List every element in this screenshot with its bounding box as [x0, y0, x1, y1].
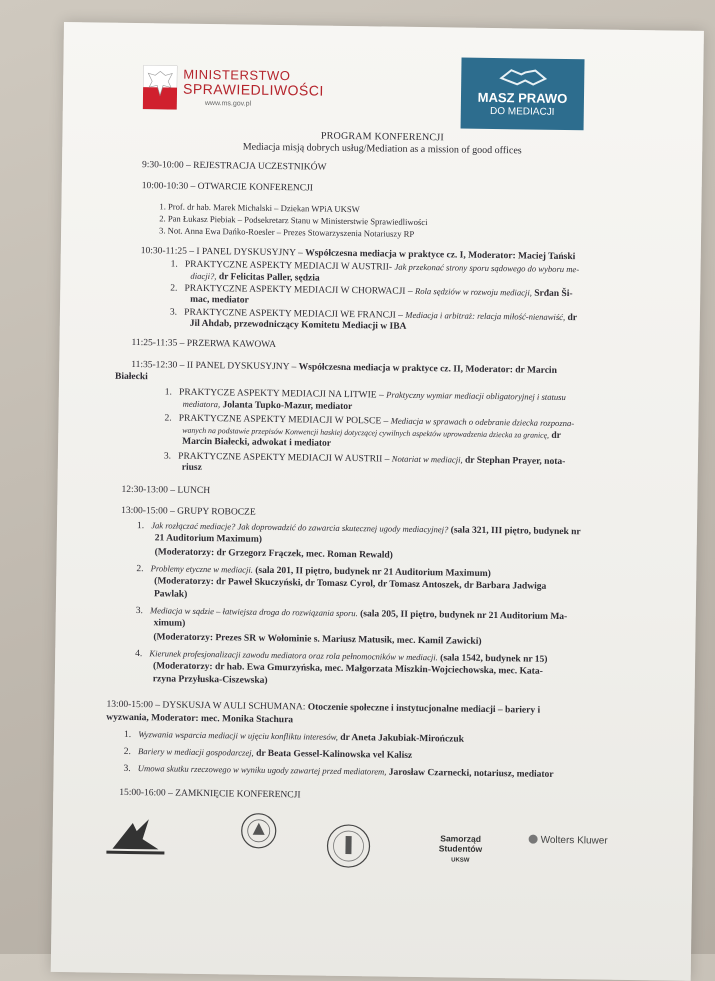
talk-speaker: Srđan Ši-: [534, 288, 573, 300]
ministry-url: www.ms.gov.pl: [204, 99, 252, 108]
groups-heading: 13:00-15:00 – GRUPY ROBOCZE: [121, 505, 256, 518]
group-topic: Kierunek profesjonalizacji zawodu mediatora oraz rola pełnomocników w mediacji.: [149, 648, 438, 663]
wolters-kluwer-name: Wolters Kluwer: [540, 834, 608, 847]
talk-speaker-cont: mac, mediator: [190, 294, 249, 306]
ministry-name: [183, 68, 324, 98]
debate-title-cont: wyzwania, Moderator: mec. Monika Stachura: [106, 712, 294, 726]
lunch-item: 12:30-13:00 – LUNCH: [121, 484, 211, 497]
group-topic: Mediacja w sądzie – łatwiejsza droga do rozwiązania sporu.: [149, 605, 358, 619]
list-number: 3.: [135, 606, 143, 617]
talk-speaker: dr: [567, 313, 578, 324]
talk-speaker-cont: Jil Ahdab, przewodniczący Komitetu Mediacji w IBA: [189, 318, 407, 332]
talk-topic: Jak przekonać strony sporu sądowego do wyboru me-: [394, 261, 580, 275]
panel2-title: Współczesna mediacja w praktyce cz. II, Moderator: dr Marcin: [298, 362, 557, 376]
talk-topic-cont: wanych na podstawie przepisów Konwencji haskiej dotyczącej cywilnych aspektów uprowadzenia dziecka za granicę,: [182, 425, 550, 440]
talk-speaker-cont: Marcin Białecki, adwokat i mediator: [182, 436, 332, 449]
panel2-heading: [131, 359, 557, 378]
masz-prawo-logo: [461, 58, 585, 131]
wolters-kluwer-icon: [529, 835, 538, 844]
talk-topic: Mediacja w sprawach o odebranie dziecka rozpozna-: [390, 415, 575, 429]
group-room: (sala 201, II piętro, budynek nr 21 Auditorium Maximum): [255, 565, 491, 580]
list-number: 3.: [163, 451, 172, 462]
talk-speaker: dr: [551, 430, 561, 441]
group-topic: Problemy etyczne w mediacji.: [150, 563, 253, 575]
panel2-talk: [164, 449, 566, 469]
talk-country: PRAKTYCZNE ASPEKTY MEDIACJI W AUSTRII –: [178, 451, 390, 465]
list-number: 1.: [164, 387, 173, 398]
document-page: [51, 22, 704, 981]
talk-country: PRAKTYCZNE ASPEKTY MEDIACJI WE FRANCJI –: [184, 307, 404, 321]
talk-topic-cont: diacji?,: [190, 270, 217, 282]
group-room: (sala 321, III piętro, budynek nr: [450, 525, 581, 538]
list-number: 3.: [123, 763, 131, 775]
debate-item: [124, 728, 464, 747]
talk-topic: Mediacja i arbitraż: relacja miłość-nienawiść,: [405, 309, 566, 323]
university-seal-logo: [236, 810, 281, 859]
group-moderators: (Moderatorzy: dr Paweł Skuczyński, dr Tomasz Cyrol, dr Tomasz Antoszek, dr Barbara Jadwiga: [154, 576, 547, 592]
group-moderators-cont: Pawlak): [153, 589, 188, 600]
debate-topic: Wyzwania wsparcia mediacji w ujęciu konfliktu interesów,: [138, 729, 338, 742]
list-number: 2.: [123, 746, 132, 758]
group-moderators: (Moderatorzy: Prezes SR w Wołominie s. Mariusz Matusik, mec. Kamil Zawicki): [153, 632, 482, 647]
debate-topic: Umowa skutku rzeczowego w wyniku ugody zawartej przed mediatorem,: [137, 763, 387, 777]
student-council-logo: [420, 833, 500, 864]
talk-topic-cont: mediatora,: [182, 398, 221, 410]
debate-title: Otoczenie społeczne i instytucjonalne mediacji – bariery i: [307, 702, 541, 716]
group-room-cont: 21 Auditorium Maximum): [154, 533, 262, 545]
notary-association-logo: [102, 809, 169, 860]
program-subtitle: Mediacja misją dobrych usług/Mediation as a mission of good offices: [242, 141, 522, 157]
group-moderators: (Moderatorzy: dr Grzegorz Frączek, mec. Roman Rewald): [154, 547, 393, 561]
campaign-logo-subtitle: DO MEDIACJI: [489, 105, 555, 118]
talk-speaker: Jolanta Tupko-Mazur, mediator: [222, 400, 353, 413]
student-council-name: Samorząd Studentów: [438, 833, 483, 854]
group-room: (sala 205, II piętro, budynek nr 21 Auditorium Ma-: [360, 609, 568, 623]
group-moderators-cont: rzyna Przyłuska-Ciszewska): [152, 674, 268, 686]
eagle-emblem-icon: [143, 65, 178, 109]
opening-speaker: 1. Prof. dr hab. Marek Michalski – Dziekan WPiA UKSW: [159, 201, 360, 215]
group-item: [136, 604, 568, 624]
talk-speaker: dr Stephan Prayer, nota-: [464, 455, 566, 468]
list-number: 4.: [135, 649, 143, 660]
opening-heading: 10:00-10:30 – OTWARCIE KONFERENCJI: [141, 181, 314, 194]
list-number: 1.: [170, 259, 178, 270]
opening-speaker: 2. Pan Łukasz Piebiak – Podsekretarz Stanu w Ministerstwie Sprawiedliwości: [159, 213, 428, 228]
group-moderators: (Moderatorzy: dr hab. Ewa Gmurzyńska, mec. Małgorzata Miszkin-Wojciechowska, mec. Kata-: [152, 661, 543, 677]
wolters-kluwer-logo: [529, 835, 619, 847]
debate-topic: Bariery w mediacji gospodarczej,: [138, 746, 254, 758]
list-number: 1.: [136, 521, 145, 532]
campaign-logo-title: MASZ PRAWO: [477, 89, 568, 107]
list-number: 2.: [170, 283, 178, 294]
ministry-logo: [143, 65, 344, 118]
talk-country: PRAKTYCZNE ASPEKTY MEDIACJI W POLSCE –: [178, 413, 389, 427]
registration-item: 9:30-10:00 – REJESTRACJA UCZESTNIKÓW: [141, 160, 327, 173]
opening-speaker: 3. Not. Anna Ewa Dańko-Roesler – Prezes Stowarzyszenia Notariuszy RP: [159, 225, 415, 239]
program-title: PROGRAM KONFERENCJI: [320, 130, 444, 144]
talk-topic: Notariat w mediacji,: [391, 453, 463, 465]
talk-country: PRAKTYCZE ASPEKTY MEDIACJI NA LITWIE –: [179, 387, 384, 401]
talk-topic: Praktyczny wymiar mediacji obligatoryjnej i statusu: [386, 389, 566, 403]
panel1-title: Współczesna mediacja w praktyce cz. I, Moderator: Maciej Tański: [305, 248, 576, 263]
coffee-break: 11:25-11:35 – PRZERWA KAWOWA: [131, 337, 277, 350]
debate-speaker: dr Aneta Jakubiak-Mirończuk: [340, 732, 465, 745]
debate-speaker: Jarosław Czarnecki, notariusz, mediator: [388, 767, 554, 780]
debate-time: 13:00-15:00 – DYSKUSJA W AULI SCHUMANA:: [106, 699, 306, 713]
list-number: 2.: [136, 564, 144, 575]
list-number: 3.: [169, 307, 178, 318]
handshake-icon: [499, 64, 547, 89]
talk-country: PRAKTYCZNE ASPEKTY MEDIACJI W CHORWACJI –: [184, 283, 413, 297]
talk-country: PRAKTYCZNE ASPEKTY MEDIACJI W AUSTRII-: [184, 259, 393, 273]
ministry-name-line2: SPRAWIEDLIWOŚCI: [182, 80, 324, 99]
panel2-title-cont: Białecki: [114, 371, 148, 383]
debate-item: [124, 745, 413, 763]
talk-speaker-cont: riusz: [181, 462, 202, 473]
list-number: 2.: [164, 413, 172, 424]
group-room-cont: ximum): [153, 618, 186, 629]
ministry-name-line1: MINISTERSTWO: [183, 66, 291, 84]
group-room: (sala 1542, budynek nr 15): [440, 653, 548, 665]
debate-speaker: dr Beata Gessel-Kalinowska vel Kalisz: [256, 748, 413, 761]
closing-item: 15:00-16:00 – ZAMKNIĘCIE KONFERENCJI: [119, 787, 301, 801]
debate-item: [123, 762, 553, 782]
faculty-seal-logo: [324, 822, 373, 871]
talk-topic: Rola sędziów w rozwoju mediacji,: [414, 285, 532, 298]
talk-speaker: dr Felicitas Paller, sędzia: [218, 272, 320, 284]
panel2-time: 11:35-12:30 – II PANEL DYSKUSYJNY –: [131, 359, 297, 373]
panel1-time: 10:30-11:25 – I PANEL DYSKUSYJNY –: [140, 246, 303, 259]
student-council-university: UKSW: [451, 857, 470, 864]
list-number: 1.: [123, 729, 132, 741]
group-topic: Jak rozłączać mediacje? Jak doprowadzić do zawarcia skutecznej ugody mediacyjnej?: [151, 520, 449, 535]
